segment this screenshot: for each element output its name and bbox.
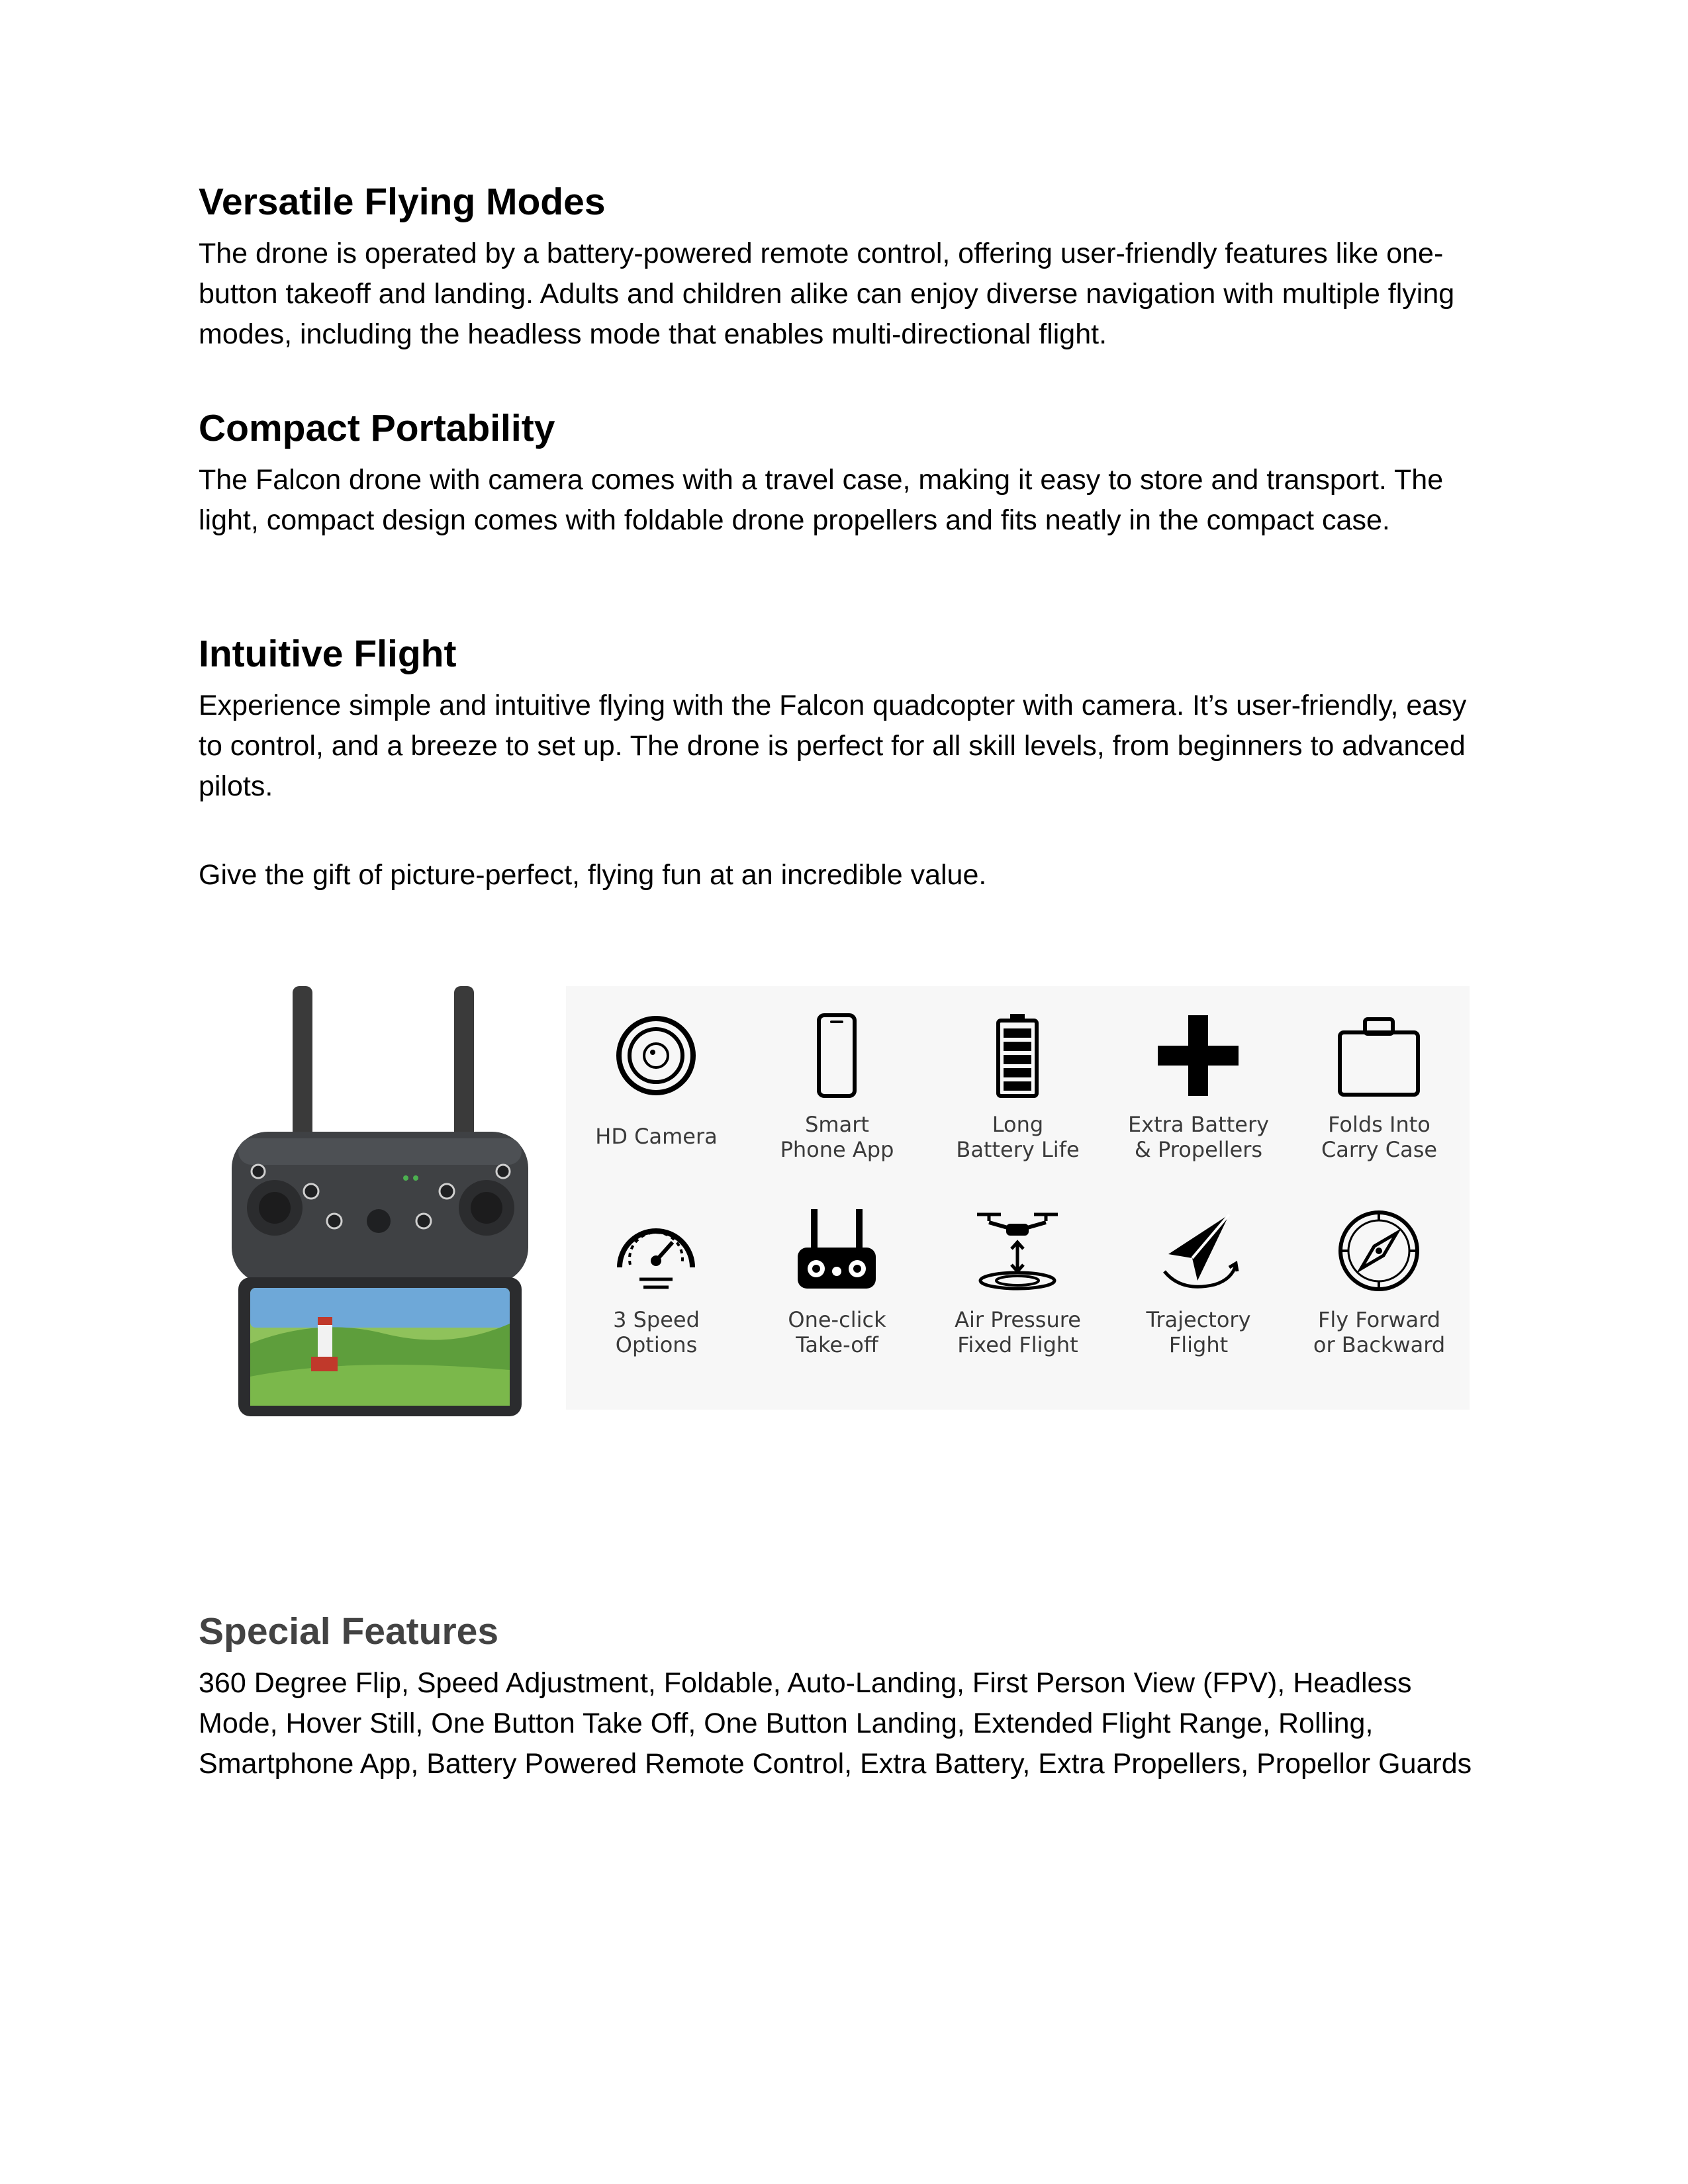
feature-air-pressure-fixed-flight	[927, 1188, 1108, 1387]
feature-label: Fly Forward or Backward	[1313, 1307, 1446, 1357]
section-body: 360 Degree Flip, Speed Adjustment, Foldable, Auto-Landing, First Person View (FPV), Headless Mode, Hover Still, One Button Take Off, One Button Landing, Extended Flight Range, Rolling, Smartphone App, Battery Powered Remote Control, Extra Battery, Extra Propellers, Propellor Guards	[199, 1667, 1472, 1780]
feature-smart-phone-app	[747, 993, 927, 1191]
section-body: Experience simple and intuitive flying with the Falcon quadcopter with camera. It’s user-friendly, easy to control, and a breeze to set up. The drone is perfect for all skill levels, from beginners to advanced pilots.	[199, 690, 1467, 802]
plus-icon	[1155, 1013, 1241, 1099]
feature-icon-grid	[566, 986, 1470, 1410]
closing-line-block	[199, 855, 1496, 895]
feature-label: 3 Speed Options	[613, 1307, 700, 1357]
feature-label: Trajectory Flight	[1146, 1307, 1251, 1357]
feature-label: Extra Battery & Propellers	[1127, 1112, 1270, 1162]
feature-trajectory-flight	[1108, 1188, 1289, 1387]
feature-label: One-click Take-off	[788, 1307, 886, 1357]
battery-icon	[974, 1013, 1060, 1099]
feature-image	[205, 973, 1463, 1423]
section-heading: Intuitive Flight	[199, 633, 457, 675]
feature-long-battery-life	[927, 993, 1108, 1191]
briefcase-icon	[1336, 1013, 1422, 1099]
feature-fly-forward-or-backward	[1289, 1188, 1470, 1387]
feature-label: Smart Phone App	[780, 1112, 894, 1162]
feature-label: Folds Into Carry Case	[1321, 1112, 1438, 1162]
section-compact-portability	[199, 405, 1496, 541]
section-heading: Special Features	[199, 1610, 499, 1653]
paper-plane-icon	[1155, 1208, 1241, 1294]
section-versatile-flying-modes	[199, 179, 1496, 355]
remote-controller-with-phone-image	[218, 973, 536, 1423]
speedometer-icon	[613, 1208, 699, 1294]
remote-controller-icon	[794, 1208, 880, 1294]
hovering-drone-icon	[974, 1208, 1060, 1294]
section-body: The drone is operated by a battery-powered remote control, offering user-friendly features like one-button takeoff and landing. Adults and children alike can enjoy diverse navigation with multiple flying modes, including the headless mode that enables multi-directional flight.	[199, 238, 1455, 350]
section-heading: Compact Portability	[199, 407, 555, 449]
section-special-features	[199, 1608, 1496, 1784]
section-body: The Falcon drone with camera comes with a travel case, making it easy to store and transport. The light, compact design comes with foldable drone propellers and fits neatly in the compact case.	[199, 464, 1444, 536]
closing-line: Give the gift of picture-perfect, flying fun at an incredible value.	[199, 859, 987, 891]
compass-icon	[1336, 1208, 1422, 1294]
feature-label: Long Battery Life	[956, 1112, 1080, 1162]
feature-extra-battery-propellers	[1108, 993, 1289, 1191]
feature-folds-into-carry-case	[1289, 993, 1470, 1191]
feature-3-speed-options	[566, 1188, 747, 1387]
section-heading: Versatile Flying Modes	[199, 181, 606, 223]
smartphone-icon	[794, 1013, 880, 1099]
camera-lens-icon	[613, 1013, 699, 1099]
feature-label: Air Pressure Fixed Flight	[955, 1307, 1081, 1357]
section-intuitive-flight	[199, 631, 1496, 807]
feature-one-click-take-off	[747, 1188, 927, 1387]
feature-hd-camera	[566, 993, 747, 1191]
feature-label: HD Camera	[595, 1124, 718, 1149]
